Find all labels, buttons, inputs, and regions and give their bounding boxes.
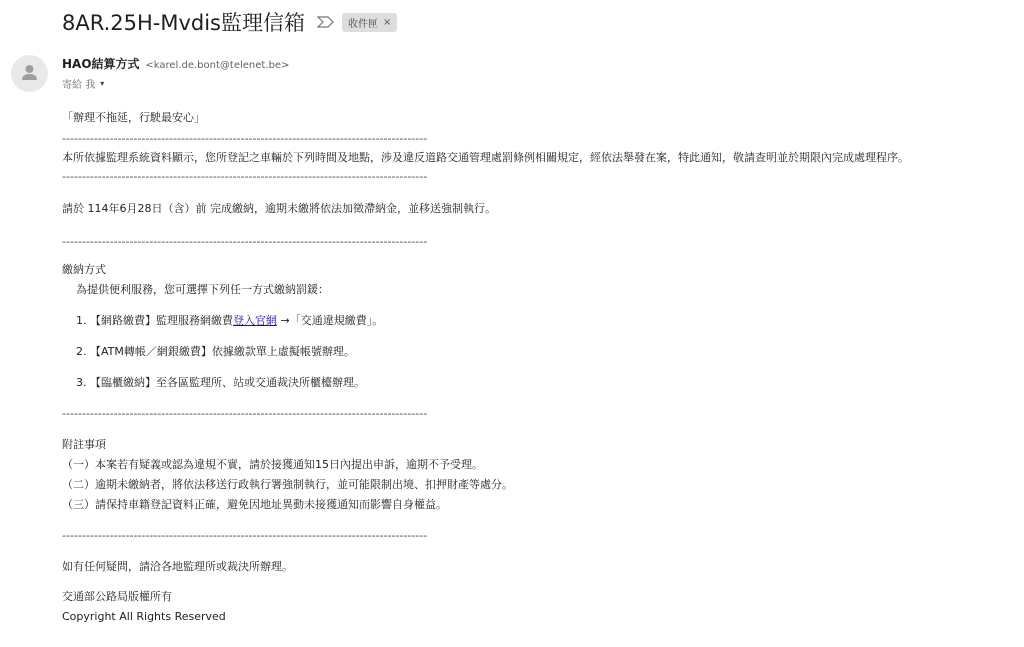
- sender-line: [62, 56, 289, 74]
- payment-item-1: [62, 313, 383, 329]
- recipient-text: 寄給 我: [62, 80, 96, 91]
- payment-intro: 為提供便利服務，您可選擇下列任一方式繳納罰鍰：: [76, 283, 329, 296]
- payment-item-2: 2. 【ATM轉帳／網銀繳費】依據繳款單上虛擬帳號辦理。: [76, 345, 355, 358]
- sender-avatar[interactable]: [11, 55, 48, 92]
- note-2: （二）逾期未繳納者，將依法移送行政執行署強制執行，並可能限制出境、扣押財產等處分。: [62, 478, 513, 491]
- inbox-label-chip[interactable]: [342, 13, 397, 32]
- importance-marker-icon[interactable]: [317, 16, 334, 28]
- notes-heading: 附註事項: [62, 438, 106, 451]
- recipient-line: [62, 76, 289, 91]
- sender-name[interactable]: HAO結算方式: [62, 57, 140, 71]
- separator: --------------------------------------------------------------------------------------------: [62, 407, 428, 420]
- remove-label-button[interactable]: ×: [383, 16, 392, 28]
- separator: --------------------------------------------------------------------------------------------: [62, 529, 428, 542]
- payment-heading: 繳納方式: [62, 263, 106, 276]
- sender-email: <karel.de.bont@telenet.be>: [145, 60, 290, 71]
- payment-item-1-suffix: →「交通違規繳費」。: [277, 314, 384, 327]
- person-icon: [11, 55, 48, 92]
- payment-item-3: 3. 【臨櫃繳納】至各區監理所、站或交通裁決所櫃檯辦理。: [76, 376, 365, 389]
- inbox-label-text: 收件匣: [348, 18, 378, 30]
- separator: --------------------------------------------------------------------------------------------: [62, 170, 428, 183]
- deadline-text: 請於 114年6月28日（含）前 完成繳納，逾期未繳將依法加徵滯納金，並移送強制執行。: [62, 202, 496, 215]
- separator: --------------------------------------------------------------------------------------------: [62, 132, 428, 145]
- slogan: 「辦理不拖延，行駛最安心」: [62, 111, 205, 124]
- sender-block: [62, 56, 289, 91]
- contact-text: 如有任何疑問，請洽各地監理所或裁決所辦理。: [62, 560, 293, 573]
- note-3: （三）請保持車籍登記資料正確，避免因地址異動未接獲通知而影響自身權益。: [62, 498, 447, 511]
- recipient-details-dropdown[interactable]: ▾: [100, 79, 105, 88]
- copyright-owner: 交通部公路局版權所有: [62, 590, 172, 603]
- copyright-notice: Copyright All Rights Reserved: [62, 610, 226, 623]
- note-1: （一）本案若有疑義或認為違規不實，請於接獲通知15日內提出申訴，逾期不予受理。: [62, 458, 483, 471]
- payment-item-1-text: 1. 【網路繳費】監理服務網繳費: [76, 314, 233, 327]
- subject-row: [62, 6, 397, 38]
- email-subject: 8AR.25H-Mvdis監理信箱: [62, 11, 305, 35]
- login-official-site-link[interactable]: 登入官網: [233, 314, 277, 327]
- separator: --------------------------------------------------------------------------------------------: [62, 235, 428, 248]
- intro-text: 本所依據監理系統資料顯示，您所登記之車輛於下列時間及地點，涉及違反道路交通管理處罰條例相關規定，經依法舉發在案，特此通知，敬請查明並於期限內完成處理程序。: [62, 151, 909, 164]
